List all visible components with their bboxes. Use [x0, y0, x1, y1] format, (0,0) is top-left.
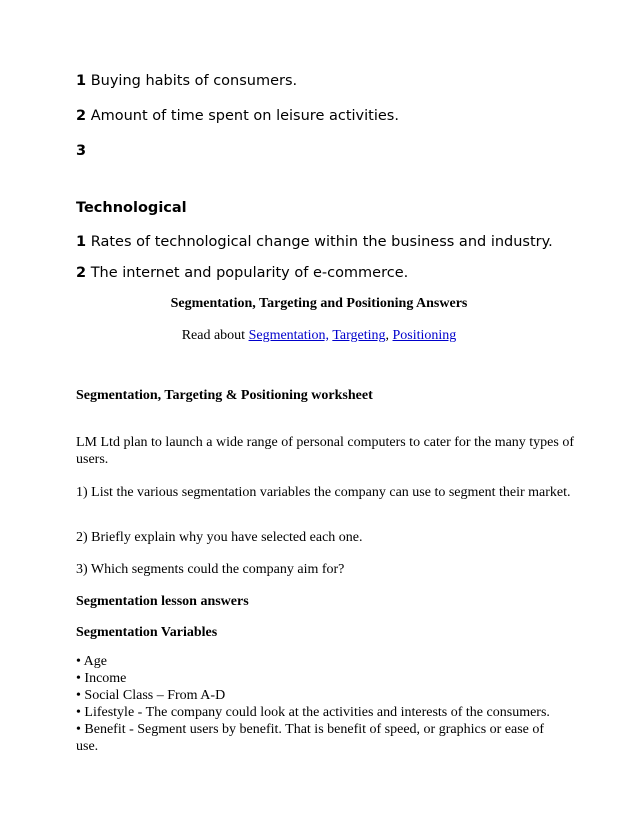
list-item: [76, 234, 553, 250]
worksheet-intro: LM Ltd plan to launch a wide range of personal computers to cater for the many types of users.: [76, 435, 575, 467]
variables-heading: Segmentation Variables: [76, 625, 218, 640]
list-item: • Lifestyle - The company could look at the activities and interests of the consumers.: [76, 705, 550, 720]
list-item: [76, 143, 86, 159]
worksheet-question-3: 3) Which segments could the company aim for?: [76, 562, 345, 577]
list-item-text: Buying habits of consumers.: [86, 73, 298, 89]
list-item: [76, 108, 399, 124]
list-item: • Social Class – From A-D: [76, 688, 226, 703]
positioning-link[interactable]: Positioning: [392, 328, 457, 343]
list-item-text: Rates of technological change within the business and industry.: [86, 234, 553, 250]
list-item-number: 1: [76, 234, 87, 250]
list-item: [76, 73, 297, 89]
read-about-line: [0, 328, 638, 344]
list-item: • Benefit - Segment users by benefit. That is benefit of speed, or graphics or ease of use.: [76, 722, 545, 754]
worksheet-question-2: 2) Briefly explain why you have selected each one.: [76, 530, 363, 545]
list-item-text: Amount of time spent on leisure activities.: [86, 108, 399, 124]
worksheet-question-1: 1) List the various segmentation variables the company can use to segment their market.: [76, 485, 571, 500]
segmentation-link[interactable]: Segmentation,: [248, 328, 330, 343]
list-item-number: 2: [76, 108, 87, 124]
answers-title: Segmentation lesson answers: [76, 594, 249, 609]
worksheet-title: Segmentation, Targeting & Positioning worksheet: [76, 388, 373, 403]
list-item-number: 1: [76, 73, 87, 89]
read-about-label: Read about: [181, 328, 249, 343]
technological-heading: Technological: [76, 200, 187, 216]
list-item: • Income: [76, 671, 127, 686]
stp-answers-title: Segmentation, Targeting and Positioning Answers: [170, 296, 468, 311]
list-item: • Age: [76, 654, 107, 669]
list-item-number: 2: [76, 265, 87, 281]
list-item-text: The internet and popularity of e-commerce.: [86, 265, 409, 281]
targeting-link[interactable]: Targeting: [332, 328, 386, 343]
link-separator: ,: [385, 328, 390, 343]
variables-list: [76, 653, 566, 755]
list-item: [76, 265, 408, 281]
list-item-number: 3: [76, 143, 87, 159]
